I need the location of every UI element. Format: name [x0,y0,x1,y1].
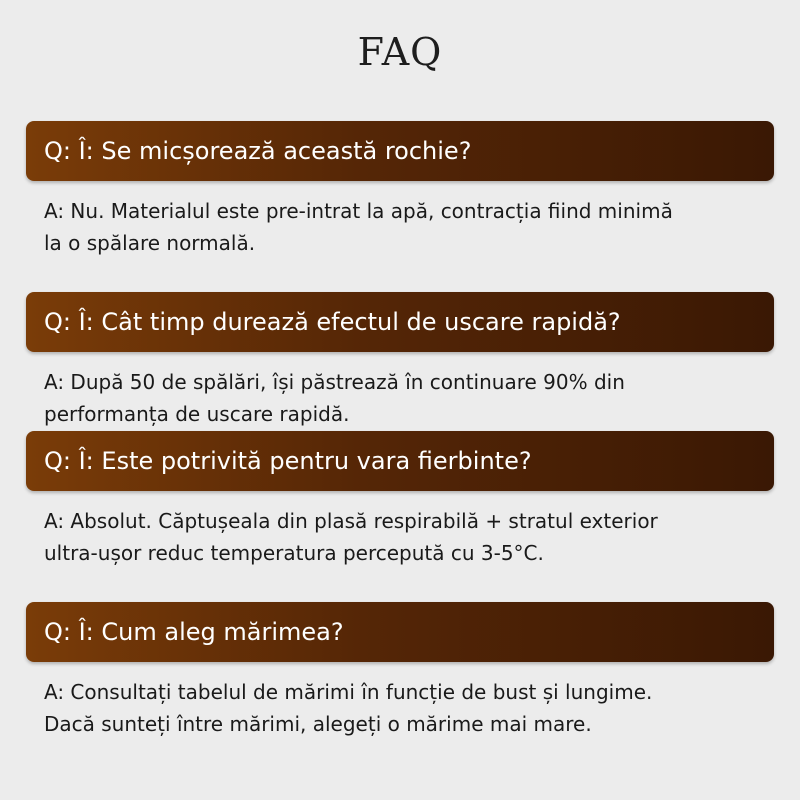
faq-item-2 [26,292,774,430]
page-title: FAQ [357,30,443,74]
answer-line: ultra-ușor reduc temperatura percepută cu 3-5°C. [44,541,544,565]
answer-text [26,676,774,740]
question-bar [26,431,774,491]
answer-text [26,505,774,569]
answer-text [26,366,774,430]
answer-line: A: Consultați tabelul de mărimi în funcție de bust și lungime. [44,680,653,704]
answer-line: A: După 50 de spălări, își păstrează în continuare 90% din [44,370,625,394]
answer-line: Dacă sunteți între mărimi, alegeți o mărime mai mare. [44,712,592,736]
answer-line: A: Nu. Materialul este pre-intrat la apă, contracția fiind minimă [44,199,673,223]
question-bar [26,292,774,352]
faq-item-1 [26,121,774,259]
question-bar [26,602,774,662]
question-text: Q: Î: Este potrivită pentru vara fierbinte? [44,447,532,475]
question-bar [26,121,774,181]
answer-line: performanța de uscare rapidă. [44,402,350,426]
answer-line: la o spălare normală. [44,231,256,255]
faq-item-3 [26,431,774,569]
answer-line: A: Absolut. Căptușeala din plasă respirabilă + stratul exterior [44,509,658,533]
faq-item-4 [26,602,774,740]
question-text: Q: Î: Cum aleg mărimea? [44,618,344,646]
question-text: Q: Î: Cât timp durează efectul de uscare rapidă? [44,308,621,336]
answer-text [26,195,774,259]
question-text: Q: Î: Se micșorează această rochie? [44,137,472,165]
